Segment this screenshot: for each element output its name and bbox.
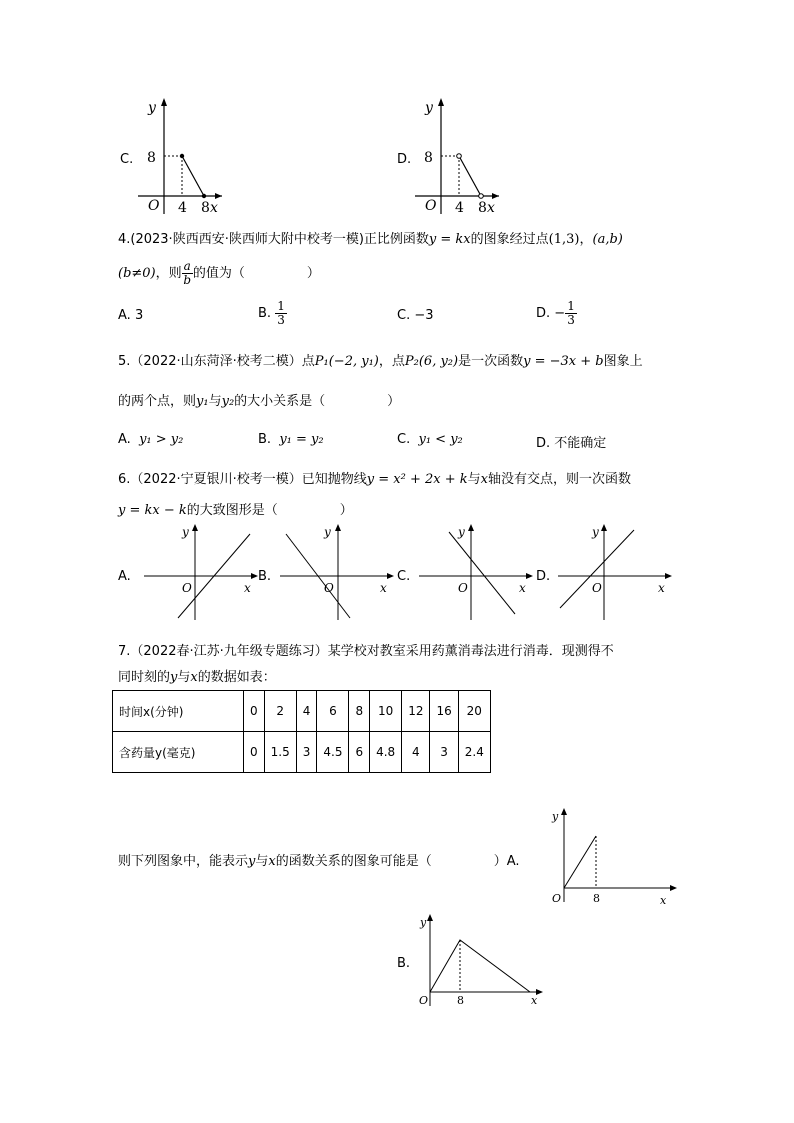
- svg-text:x: x: [658, 581, 665, 595]
- svg-text:x: x: [380, 581, 387, 595]
- svg-text:O: O: [458, 581, 468, 595]
- table-row: 含药量y(毫克) 0 1.5 3 4.5 6 4.8 4 3 2.4: [113, 732, 491, 773]
- question-7-line1: 7.（2022春·江苏·九年级专题练习）某学校对教室采用药薰消毒法进行消毒．现测得不: [118, 644, 614, 659]
- svg-text:y: y: [420, 916, 427, 929]
- q4-option-d: D. − $\frac{1}{3}$: [536, 299, 575, 327]
- q5-option-c: C. y₁ < y₂: [397, 432, 463, 447]
- svg-text:O: O: [324, 581, 334, 595]
- svg-text:8: 8: [593, 892, 600, 905]
- option-d-label: D.: [397, 152, 412, 167]
- q6-option-c: C.: [397, 569, 411, 584]
- graph-q7-a: [548, 806, 678, 906]
- q6-option-b: B.: [258, 569, 272, 584]
- svg-text:O: O: [552, 892, 562, 905]
- question-5-line2: 的两个点，则y₁与y₂的大小关系是（ ）: [118, 394, 401, 409]
- y-tick-8: 8: [424, 150, 433, 166]
- q5-option-d: D. 不能确定: [536, 436, 607, 451]
- svg-text:y: y: [552, 810, 559, 823]
- x-tick-4: 4: [178, 200, 187, 216]
- question-6-line2: y = kx − k的大致图形是（ ）: [118, 503, 353, 518]
- graph-option-c: [138, 96, 228, 216]
- question-4-line2: (b≠0)，则 $\frac{a}{b}$ 的值为（ ）: [118, 259, 320, 287]
- q4-option-a: A. 3: [118, 308, 144, 323]
- fraction-a-over-b: $\frac{a}{b}$: [183, 259, 192, 287]
- svg-text:O: O: [592, 581, 602, 595]
- q5-option-a: A. y₁ > y₂: [118, 432, 184, 447]
- question-7-line3: 则下列图象中，能表示y与x的函数关系的图象可能是（ ）A.: [118, 854, 520, 869]
- graph-q6-c: [415, 522, 535, 622]
- table-row: 时间x(分钟) 0 2 4 6 8 10 12 16 20: [113, 691, 491, 732]
- q5-option-b: B. y₁ = y₂: [258, 432, 324, 447]
- x-axis-label: x: [210, 200, 218, 216]
- q4-option-b: B. $\frac{1}{3}$: [258, 299, 285, 327]
- svg-text:y: y: [592, 525, 599, 539]
- y-axis-label: y: [148, 100, 156, 116]
- x-axis-label: x: [487, 200, 495, 216]
- graph-q6-d: [554, 522, 674, 622]
- x-tick-4: 4: [455, 200, 464, 216]
- option-c-label: C.: [120, 152, 134, 167]
- question-7-line2: 同时刻的y与x的数据如表：: [118, 670, 276, 685]
- question-source: (2023·陕西西安·陕西师大附中校考一模): [130, 232, 364, 247]
- svg-text:O: O: [182, 581, 192, 595]
- function-expression: y = kx: [428, 232, 471, 247]
- q6-option-a: A.: [118, 569, 131, 584]
- svg-text:O: O: [419, 994, 429, 1007]
- graph-q6-b: [276, 522, 396, 622]
- data-table: [112, 690, 491, 773]
- graph-option-d: [415, 96, 505, 216]
- svg-text:8: 8: [457, 994, 464, 1007]
- x-tick-8: 8: [201, 200, 210, 216]
- question-number: 4.: [118, 232, 131, 247]
- svg-text:x: x: [531, 994, 538, 1007]
- question-5-line1: 5.（2022·山东菏泽·校考二模）点P₁(−2, y₁)，点P₂(6, y₂)是一次函数y = −3x + b图象上: [118, 354, 643, 369]
- origin-label: O: [148, 198, 160, 214]
- svg-text:y: y: [324, 525, 331, 539]
- svg-text:x: x: [244, 581, 251, 595]
- y-axis-label: y: [425, 100, 433, 116]
- svg-text:x: x: [660, 894, 667, 906]
- y-tick-8: 8: [147, 150, 156, 166]
- q6-option-d: D.: [536, 569, 551, 584]
- svg-text:y: y: [458, 525, 465, 539]
- question-4-line1: 4.(2023·陕西西安·陕西师大附中校考一模)正比例函数y = kx的图象经过点(1,3)，(a,b): [118, 232, 623, 247]
- x-tick-8: 8: [478, 200, 487, 216]
- svg-text:y: y: [182, 525, 189, 539]
- origin-label: O: [425, 198, 437, 214]
- svg-text:x: x: [519, 581, 526, 595]
- graph-q7-b: [416, 912, 546, 1010]
- q4-option-c: C. −3: [397, 308, 434, 323]
- question-6-line1: 6.（2022·宁夏银川·校考一模）已知抛物线y = x² + 2x + k与x轴没有交点，则一次函数: [118, 472, 631, 487]
- q7-option-b: B.: [397, 956, 411, 971]
- graph-q6-a: [140, 522, 260, 622]
